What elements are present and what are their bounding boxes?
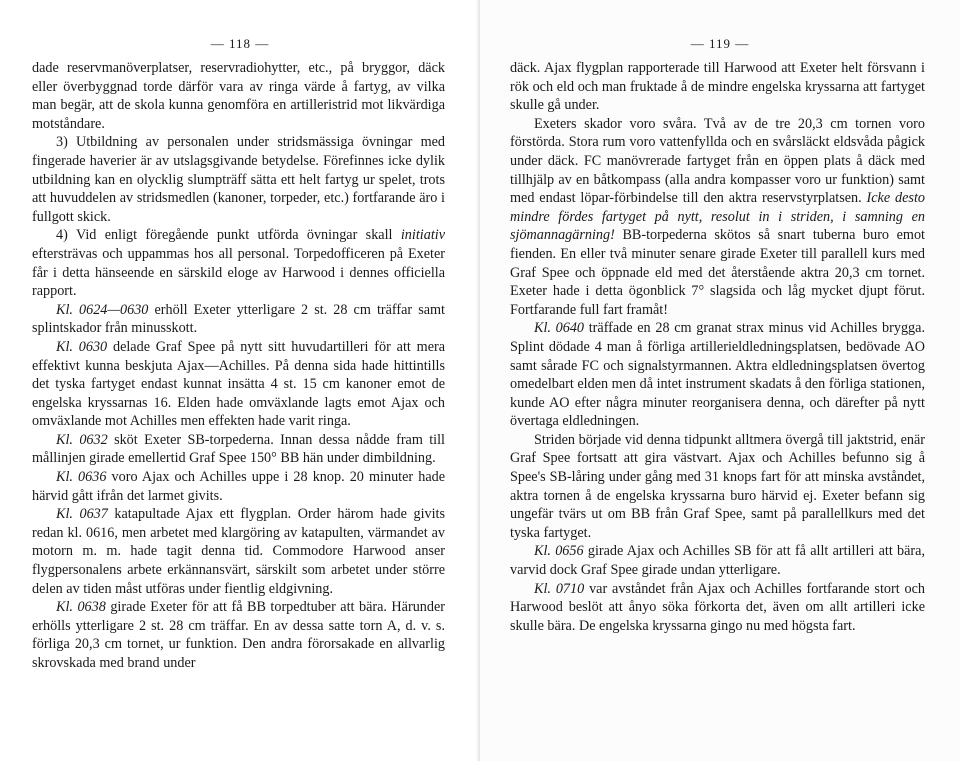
time-label: Kl. 0630 xyxy=(56,338,108,355)
paragraph xyxy=(32,226,445,300)
time-label: Kl. 0624—0630 xyxy=(56,301,149,318)
paragraph: dade reservmanöverplatser, reservradiohytter, etc., på bryggor, däck eller överbyggnad torde därför vara av ringa värde å fartyg, av vilka man begär, att de skola kunna genomföra en artilleristrid mot likvärdiga motståndare. xyxy=(32,60,445,132)
time-label: Kl. 0656 xyxy=(534,543,584,560)
paragraph xyxy=(32,431,445,468)
paragraph-text: girade Ajax och Achilles SB för att få allt artilleri att bära, varvid dock Graf Spee girade undan ytterligare. xyxy=(510,543,926,579)
page-number: — 118 — xyxy=(210,36,270,51)
emphasis-text: initiativ xyxy=(400,227,445,244)
paragraph-text: Exeters skador voro svåra. Två av de tre 20,3 cm tornen voro förstörda. Stora rum voro vattenfyllda och en svårsläckt eldsvåda pågick under däck. FC manövrerade fartyget från en öppen plats å däck med tillhjälp av en båtkompass (alla andra kompasser voro ur funktion) samt med endast löpar-förbindelse till den aktra reservstyrplatsen. xyxy=(510,115,925,207)
time-label: Kl. 0638 xyxy=(56,599,106,616)
paragraph-text: voro Ajax och Achilles uppe i 28 knop. 20 minuter hade härvid gått ifrån det larmet givits. xyxy=(32,469,446,504)
paragraph xyxy=(32,468,445,505)
paragraph xyxy=(32,598,445,672)
emphasis-text: Icke desto mindre fördes fartyget på nytt, resolut in i striden, i samning en sjömannagärning! xyxy=(510,190,925,244)
paragraph xyxy=(510,319,925,431)
paragraph xyxy=(510,580,925,636)
paragraph-text: sköt Exeter SB-torpederna. Innan dessa nådde fram till mållinjen girade emellertid Graf Spee 150° BB hän under dimbildning. xyxy=(32,431,446,467)
paragraph-text: träffade en 28 cm granat strax minus vid Achilles brygga. Splint dödade 4 man å förliga artillerieldledningsplatsen, bedövade AO samt sårade FC och signalstyrmannen. Aktra eldledningsplatsen övertog omedelbart elden men då intet instrument skadats å den förliga stationen, kunde AO efter några minuter reorganisera denna, och därefter på nytt övertaga eldledningen. xyxy=(510,320,925,430)
time-label: Kl. 0632 xyxy=(56,431,108,448)
paragraph-text: katapultade Ajax ett flygplan. Order härom hade givits redan kl. 0616, men arbetet med klargöring av katapulten, värmandet av motorn m. m. hade tagit denna tid. Commodore Harwood anser flygpersonalens arbete erkännansvärt, särskilt som arbetet under större delen av tiden måst utföras under fientlig eldgivning. xyxy=(32,506,446,597)
paragraph: däck. Ajax flygplan rapporterade till Harwood att Exeter helt försvann i rök och eld och man fruktade å de mindre engelska kryssarna att fartyget skulle gå under. xyxy=(510,60,925,114)
page-body xyxy=(32,59,445,673)
time-label: Kl. 0640 xyxy=(534,320,585,337)
right-page xyxy=(480,0,960,761)
paragraph-text: erhöll Exeter ytterligare 2 st. 28 cm träffar samt splintskador från minusskott. xyxy=(32,301,445,337)
time-label: Kl. 0710 xyxy=(534,580,585,597)
page-number: — 119 — xyxy=(690,36,750,51)
paragraph-text: var avståndet från Ajax och Achilles fortfarande stort och Harwood beslöt att ånyo söka förkorta det, även om allt artilleri icke skulle bära. De engelska kryssarna gingo nu med högsta fart. xyxy=(510,580,926,634)
paragraph-text: 4) Vid enligt föregående punkt utförda övningar skall xyxy=(56,227,401,244)
paragraph-text: girade Exeter för att få BB torpedtuber att bära. Härunder erhölls ytterligare 2 st. 28 cm träffar. En av dessa satte torn A, d. v. s. förliga 20,3 cm tornet, ur funktion. Den andra förorsakade en allvarlig skrovskada med brand under xyxy=(32,599,446,671)
paragraph xyxy=(510,542,925,579)
paragraph: 3) Utbildning av personalen under stridsmässiga övningar med fingerade haverier är av utslagsgivande betydelse. Förefinnes icke dylik utbildning kan en olycklig slumpträff sätta ett helt fartyg ur spelet, trots att huvuddelen av stridsmedlen (kanoner, torpeder, etc.) fortfarande äro i fullgott skick. xyxy=(32,134,445,225)
paragraph xyxy=(32,505,445,598)
page-body xyxy=(510,59,925,635)
paragraph-text: delade Graf Spee på nytt sitt huvudartilleri för att mera effektivt kunna beskjuta Ajax—Achilles. På denna sida hade hittintills det tyska fartyget endast kunnat insätta 4 st. 15 cm kanoner emot de engelska kryssarnas 16. Elden hade omväxlande lagts emot Ajax och omväxlande mot Achilles men effekten hade varit ringa. xyxy=(32,338,446,430)
time-label: Kl. 0636 xyxy=(56,469,107,486)
paragraph-text: eftersträvas och uppammas hos all personal. Torpedofficeren på Exeter får i detta hänseende en särskild eloge av Harwood i dennes officiella rapport. xyxy=(32,245,445,300)
paragraph xyxy=(510,115,925,320)
paragraph: Striden började vid denna tidpunkt alltmera övergå till jaktstrid, enär Graf Spee fortsatt att gira västvart. Ajax och Achilles befunno sig å Spee's SB-låring under gång med 31 knops fart för att minska avståndet, aktra tornen å de engelska kryssarna buro härvid ej. Exeter befann sig ungefär tvärs ut om BB från Graf Spee, samt på parallellkurs med det tyska fartyget. xyxy=(510,431,925,541)
time-label: Kl. 0637 xyxy=(56,506,108,523)
paragraph-text: BB-torpederna skötos så snart tuberna buro emot fienden. En eller två minuter senare girade Exeter till parallell kurs med Graf Spee och öppnade eld med det återstående aktra 20,3 cm tornet. Exeter hade i detta ögonblick 7° slagsida och låg mycket djupt förut. Fortfarande full fart framåt! xyxy=(510,227,925,318)
paragraph xyxy=(32,301,445,338)
paragraph xyxy=(32,338,445,431)
